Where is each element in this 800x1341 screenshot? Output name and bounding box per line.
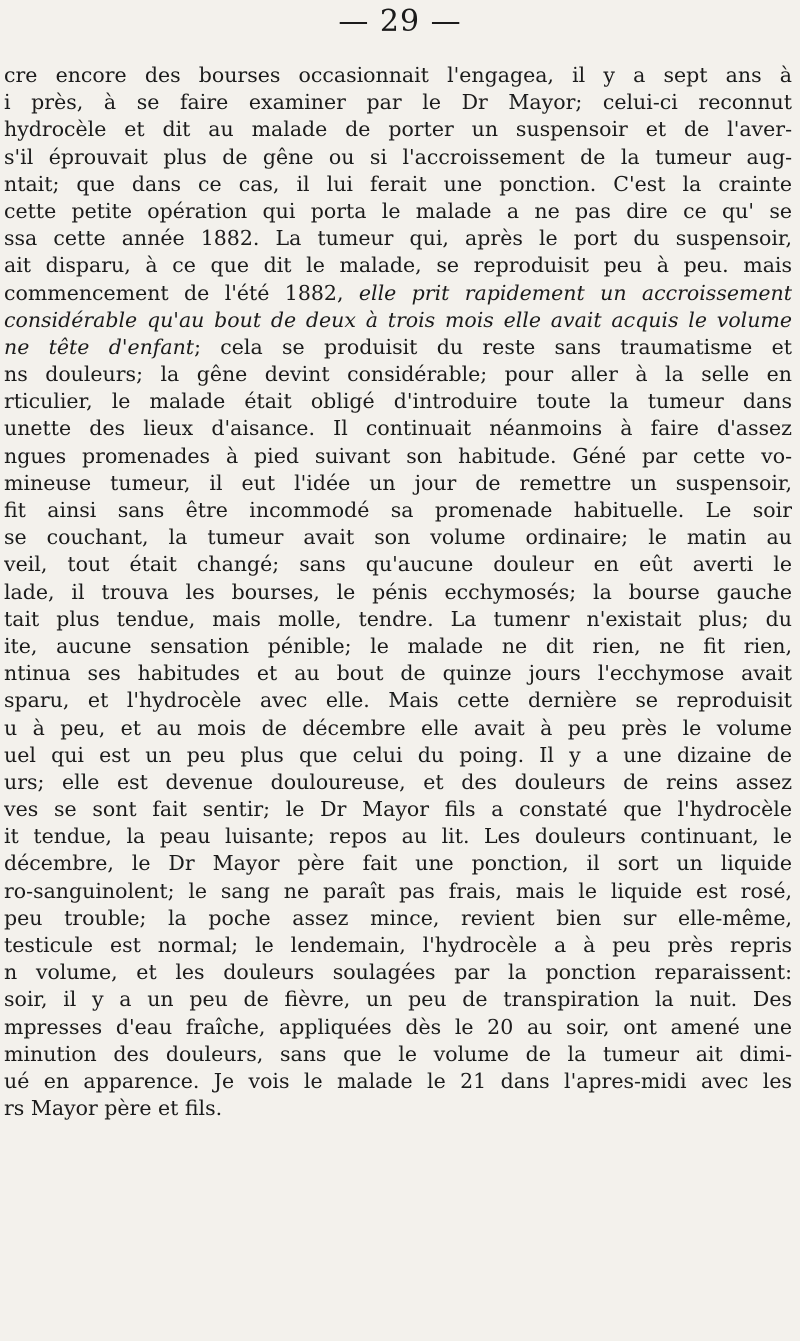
text-span: décembre, le Dr Mayor père fait une ponction, il sort un liquide <box>4 851 792 876</box>
body-text <box>4 62 792 1122</box>
text-span: ssa cette année 1882. La tumeur qui, après le port du suspensoir, <box>4 226 792 251</box>
text-span: ns douleurs; la gêne devint considérable; pour aller à la selle en <box>4 362 792 387</box>
text-line <box>4 1041 792 1068</box>
text-line <box>4 850 792 877</box>
text-line <box>4 769 792 796</box>
text-line <box>4 905 792 932</box>
text-span: elle prit rapidement un accroissement <box>358 280 792 305</box>
text-span: i près, à se faire examiner par le Dr Mayor; celui-ci reconnut <box>4 90 792 115</box>
text-span: soir, il y a un peu de fièvre, un peu de transpiration la nuit. Des <box>4 987 792 1012</box>
text-line <box>4 878 792 905</box>
text-span: u à peu, et au mois de décembre elle avait à peu près le volume <box>4 715 792 740</box>
text-line <box>4 144 792 171</box>
text-line <box>4 280 792 307</box>
text-span: n volume, et les douleurs soulagées par la ponction reparaissent: <box>4 960 792 985</box>
text-span: peu trouble; la poche assez mince, revient bien sur elle-même, <box>4 905 792 930</box>
text-line <box>4 633 792 660</box>
text-line <box>4 470 792 497</box>
text-span: cette petite opération qui porta le malade a ne pas dire ce qu' se <box>4 198 792 223</box>
text-line <box>4 1014 792 1041</box>
text-line <box>4 497 792 524</box>
text-line <box>4 198 792 225</box>
text-span: testicule est normal; le lendemain, l'hydrocèle a à peu près repris <box>4 933 792 957</box>
text-line <box>4 62 792 89</box>
text-line <box>4 116 792 143</box>
text-span: rs Mayor père et fils. <box>4 1096 223 1121</box>
text-line <box>4 796 792 823</box>
text-line <box>4 742 792 769</box>
text-line <box>4 687 792 714</box>
text-span: ; cela se produisit du reste sans traumatisme et <box>194 334 792 359</box>
page-number: — 29 — <box>338 4 462 39</box>
text-span: considérable qu'au bout de deux à trois mois elle avait acquis le volume <box>4 307 792 332</box>
text-line <box>4 986 792 1013</box>
text-span: minution des douleurs, sans que le volume de la tumeur ait dimi- <box>4 1041 792 1066</box>
text-span: tait plus tendue, mais molle, tendre. La tumenr n'existait plus; du <box>4 606 792 631</box>
text-line <box>4 551 792 578</box>
text-line <box>4 307 792 334</box>
text-line <box>4 606 792 633</box>
text-span: hydrocèle et dit au malade de porter un suspensoir et de l'aver- <box>4 117 792 142</box>
text-line <box>4 1095 792 1122</box>
text-span: it tendue, la peau luisante; repos au lit. Les douleurs continuant, le <box>4 824 792 849</box>
text-span: ite, aucune sensation pénible; le malade ne dit rien, ne fit rien, <box>4 633 792 658</box>
text-line <box>4 225 792 252</box>
text-line <box>4 959 792 986</box>
text-span: ro-sanguinolent; le sang ne paraît pas frais, mais le liquide est rosé, <box>4 878 792 903</box>
text-span: urs; elle est devenue douloureuse, et des douleurs de reins assez <box>4 769 792 794</box>
text-span: ait disparu, à ce que dit le malade, se reproduisit peu à peu. mais <box>4 253 792 278</box>
text-line <box>4 823 792 850</box>
text-line <box>4 361 792 388</box>
text-span: ué en apparence. Je vois le malade le 21 dans l'apres-midi avec les <box>4 1068 792 1093</box>
text-span: uel qui est un peu plus que celui du poing. Il y a une dizaine de <box>4 742 792 767</box>
text-span: ntait; que dans ce cas, il lui ferait une ponction. C'est la crainte <box>4 171 792 196</box>
text-span: se couchant, la tumeur avait son volume ordinaire; le matin au <box>4 525 792 550</box>
text-span: ves se sont fait sentir; le Dr Mayor fils a constaté que l'hydrocèle <box>4 797 792 822</box>
text-span: mineuse tumeur, il eut l'idée un jour de remettre un suspensoir, <box>4 470 792 495</box>
text-line <box>4 388 792 415</box>
text-line <box>4 415 792 442</box>
text-span: lade, il trouva les bourses, le pénis ecchymosés; la bourse gauche <box>4 579 792 604</box>
text-line <box>4 334 792 361</box>
text-span: s'il éprouvait plus de gêne ou si l'accroissement de la tumeur aug- <box>4 144 792 169</box>
text-span: fit ainsi sans être incommodé sa promenade habituelle. Le soir <box>4 498 792 522</box>
text-span: mpresses d'eau fraîche, appliquées dès le 20 au soir, ont amené une <box>4 1014 792 1039</box>
text-line <box>4 443 792 470</box>
text-line <box>4 171 792 198</box>
text-line <box>4 715 792 742</box>
text-span: ntinua ses habitudes et au bout de quinze jours l'ecchymose avait <box>4 661 792 686</box>
text-span: rticulier, le malade était obligé d'introduire toute la tumeur dans <box>4 389 792 414</box>
text-span: ngues promenades à pied suivant son habitude. Géné par cette vo- <box>4 443 792 468</box>
text-line <box>4 1068 792 1095</box>
text-span: commencement de l'été 1882, <box>4 280 359 305</box>
text-span: unette des lieux d'aisance. Il continuait néanmoins à faire d'assez <box>4 416 792 441</box>
text-line <box>4 524 792 551</box>
text-span: ne tête d'enfant <box>4 334 195 359</box>
text-span: cre encore des bourses occasionnait l'engagea, il y a sept ans à <box>4 63 792 87</box>
text-line <box>4 660 792 687</box>
text-span: veil, tout était changé; sans qu'aucune douleur en eût averti le <box>4 552 792 577</box>
text-line <box>4 932 792 959</box>
text-span: sparu, et l'hydrocèle avec elle. Mais cette dernière se reproduisit <box>4 688 792 713</box>
text-line <box>4 89 792 116</box>
text-line <box>4 252 792 279</box>
text-line <box>4 579 792 606</box>
